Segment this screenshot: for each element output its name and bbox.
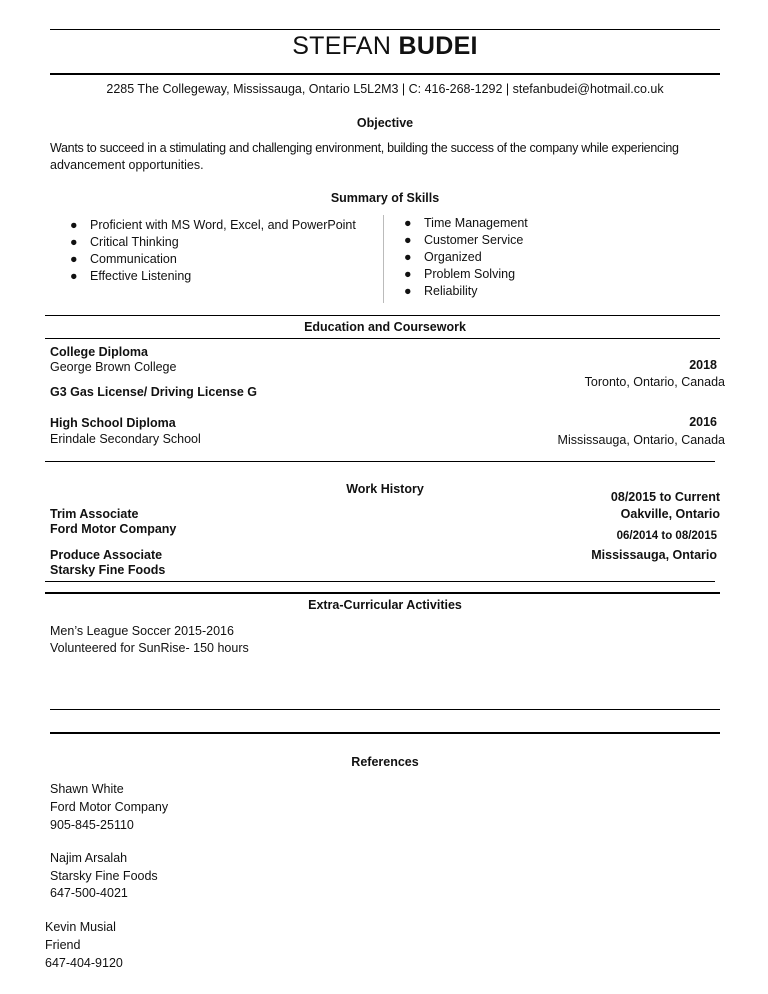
- bullet-icon: ●: [404, 284, 412, 298]
- reference-2-phone: 647-500-4021: [50, 886, 128, 900]
- reference-1-phone: 905-845-25110: [50, 818, 134, 832]
- license: G3 Gas License/ Driving License G: [50, 385, 258, 399]
- bullet-icon: ●: [70, 269, 78, 283]
- activities-heading: Extra-Curricular Activities: [308, 598, 462, 612]
- list-item: ● Proficient with MS Word, Excel, and PowerPoint: [70, 218, 356, 232]
- list-item: ● Time Management: [404, 216, 528, 230]
- activities-bottom-rule: [50, 709, 720, 710]
- year-1: 2018: [689, 358, 717, 372]
- page-title: [50, 32, 720, 61]
- references-heading: References: [351, 755, 419, 769]
- header-rule: [50, 73, 720, 75]
- list-item: ● Organized: [404, 250, 482, 264]
- reference-3-name: Kevin Musial: [45, 920, 116, 934]
- contact-line: 2285 The Collegeway, Mississauga, Ontario L5L2M3 | C: 416-268-1292 | stefanbudei@hotmail.co.uk: [106, 82, 664, 96]
- location-2: Mississauga, Ontario, Canada: [557, 433, 725, 447]
- company-2: Starsky Fine Foods: [50, 563, 166, 577]
- objective-heading: Objective: [356, 116, 414, 130]
- activity-2: Volunteered for SunRise- 150 hours: [50, 641, 249, 655]
- skills-heading: Summary of Skills: [330, 191, 440, 205]
- reference-2-org: Starsky Fine Foods: [50, 869, 158, 883]
- work-rule: [45, 461, 715, 462]
- job-title-1: Trim Associate: [50, 507, 139, 521]
- education-rule: [45, 315, 720, 316]
- job-dates-2: 06/2014 to 08/2015: [616, 530, 717, 542]
- school-1: George Brown College: [50, 360, 177, 374]
- list-item: ● Problem Solving: [404, 267, 516, 281]
- job-dates-1: 08/2015 to Current: [610, 490, 720, 504]
- job-title-2: Produce Associate: [50, 548, 163, 562]
- list-item: ● Critical Thinking: [70, 235, 179, 249]
- work-heading: Work History: [346, 482, 424, 496]
- work-bottom-rule: [45, 581, 715, 582]
- last-name: BUDEI: [398, 32, 478, 60]
- objective-text-line-2: advancement opportunities.: [50, 158, 204, 172]
- bullet-icon: ●: [404, 216, 412, 230]
- activities-rule: [45, 592, 720, 594]
- objective-text-line-1: Wants to succeed in a stimulating and challenging environment, building the success of the company while experiencing: [50, 141, 679, 155]
- reference-1-org: Ford Motor Company: [50, 800, 169, 814]
- company-1: Ford Motor Company: [50, 522, 177, 536]
- location-1: Toronto, Ontario, Canada: [584, 375, 725, 389]
- bullet-icon: ●: [404, 267, 412, 281]
- skills-divider: [383, 215, 384, 303]
- bullet-icon: ●: [70, 235, 78, 249]
- reference-1-name: Shawn White: [50, 782, 124, 796]
- job-location-2: Mississauga, Ontario: [591, 548, 717, 562]
- list-item: ● Customer Service: [404, 233, 524, 247]
- references-rule: [50, 732, 720, 734]
- job-location-1: Oakville, Ontario: [620, 507, 720, 521]
- bullet-icon: ●: [70, 218, 78, 232]
- education-heading-rule: [45, 338, 720, 339]
- school-2: Erindale Secondary School: [50, 432, 201, 446]
- education-heading: Education and Coursework: [304, 320, 466, 334]
- reference-2-name: Najim Arsalah: [50, 851, 128, 865]
- first-name: STEFAN: [292, 32, 392, 60]
- reference-3-org: Friend: [45, 938, 81, 952]
- bullet-icon: ●: [70, 252, 78, 266]
- list-item: ● Reliability: [404, 284, 478, 298]
- reference-3-phone: 647-404-9120: [45, 956, 123, 970]
- diploma-2: High School Diploma: [50, 416, 176, 430]
- bullet-icon: ●: [404, 250, 412, 264]
- activity-1: Men’s League Soccer 2015-2016: [50, 624, 234, 638]
- diploma-1: College Diploma: [50, 345, 148, 359]
- list-item: ● Communication: [70, 252, 177, 266]
- top-rule: [50, 29, 720, 30]
- skills-left-list: [70, 217, 356, 285]
- bullet-icon: ●: [404, 233, 412, 247]
- year-2: 2016: [689, 415, 717, 429]
- skills-right-list: [404, 215, 528, 300]
- list-item: ● Effective Listening: [70, 269, 192, 283]
